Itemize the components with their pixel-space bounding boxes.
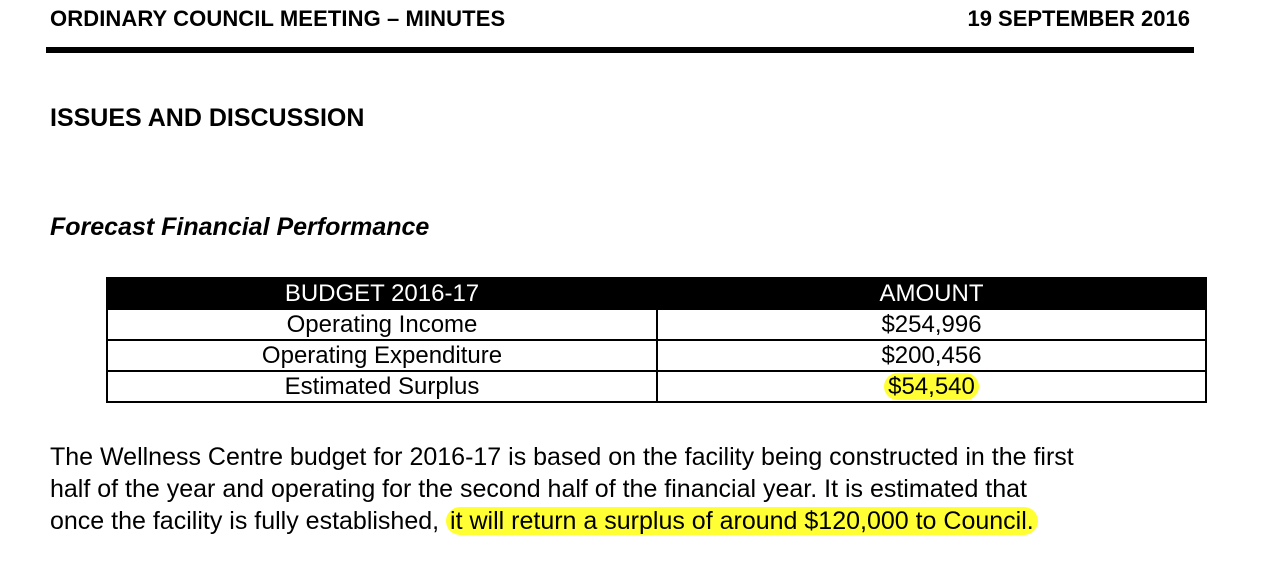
highlighted-surplus-statement: it will return a surplus of around $120,000 to Council. <box>446 507 1038 535</box>
row-amount-operating-income: $254,996 <box>657 309 1206 340</box>
paragraph-line-1: The Wellness Centre budget for 2016-17 is based on the facility being constructed in the first <box>50 443 1074 471</box>
table-row <box>107 371 1206 402</box>
section-subheading: Forecast Financial Performance <box>50 213 430 241</box>
row-amount-operating-expenditure: $200,456 <box>657 340 1206 371</box>
row-label-estimated-surplus: Estimated Surplus <box>107 371 657 402</box>
column-header-budget: BUDGET 2016-17 <box>107 278 657 309</box>
body-paragraph <box>50 441 1200 537</box>
table-header-row <box>107 278 1206 309</box>
paragraph-line-3-text: once the facility is fully established, <box>50 507 447 535</box>
table-row <box>107 340 1206 371</box>
document-title: ORDINARY COUNCIL MEETING – MINUTES <box>50 6 506 31</box>
paragraph-line-3 <box>50 505 1200 537</box>
column-header-amount: AMOUNT <box>657 278 1206 309</box>
highlighted-surplus-amount: $54,540 <box>884 373 979 400</box>
table-row <box>107 309 1206 340</box>
row-amount-estimated-surplus-cell <box>657 371 1206 402</box>
row-label-operating-income: Operating Income <box>107 309 657 340</box>
document-date: 19 SEPTEMBER 2016 <box>967 6 1190 31</box>
budget-table <box>106 277 1207 403</box>
section-heading: ISSUES AND DISCUSSION <box>50 104 365 132</box>
row-label-operating-expenditure: Operating Expenditure <box>107 340 657 371</box>
header-divider <box>46 47 1194 53</box>
paragraph-line-2: half of the year and operating for the second half of the financial year. It is estimated that <box>50 475 1027 503</box>
